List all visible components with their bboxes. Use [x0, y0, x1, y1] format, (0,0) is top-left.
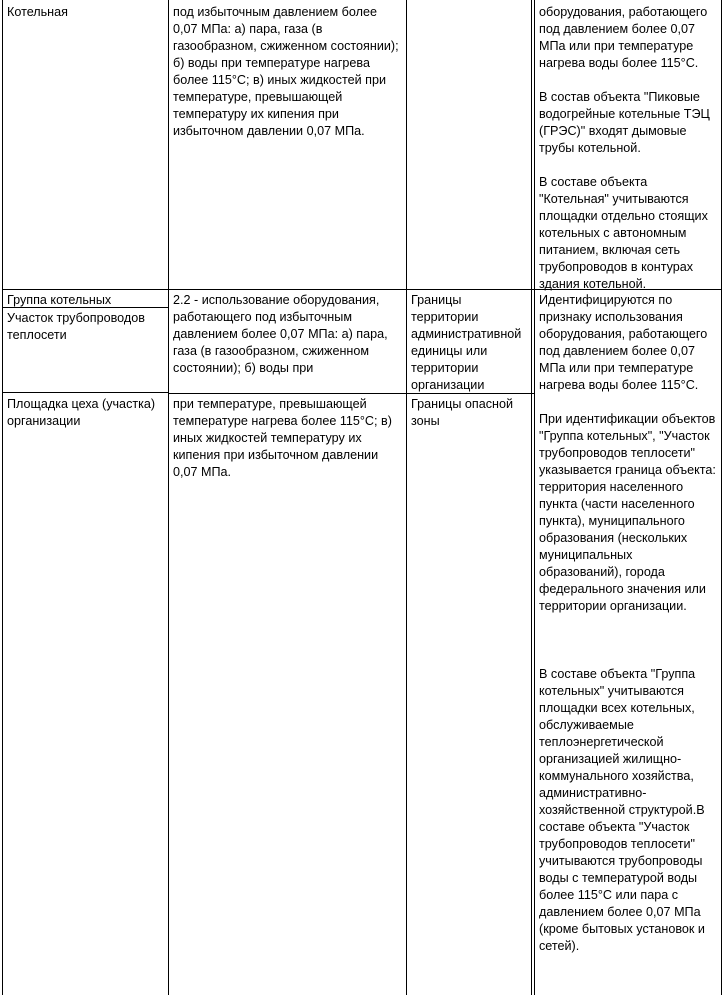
boundary-text: Границы территории административной единицы или территории организации — [411, 293, 522, 392]
cell-criteria-group-top — [168, 291, 406, 377]
cell-criteria-group-bottom — [168, 395, 406, 481]
cell-object-ploshchadka-tseha — [2, 395, 168, 430]
note-paragraph: Идентифицируются по признаку использования оборудования, работающего под давлением более 0,07 МПа или при температуре нагрева воды более 115°С. — [539, 293, 708, 392]
column-divider-1 — [168, 0, 169, 995]
table-border-left — [2, 0, 3, 995]
note-paragraph: оборудования, работающего под давлением более 0,07 МПа или при температуре нагрева воды более 115°С. — [539, 5, 708, 70]
cell-notes-kotelnaya — [534, 3, 721, 293]
cell-object-gruppa-kotelnyh — [2, 291, 168, 309]
note-spacer — [539, 632, 716, 649]
note-paragraph: В состав объекта "Пиковые водогрейные котельные ТЭЦ (ГРЭС)" входят дымовые трубы котельной. — [539, 90, 710, 155]
cell-object-uchastok-truboprovodov — [2, 309, 168, 344]
row-divider-col1-b — [2, 392, 169, 393]
table-border-right — [721, 0, 722, 995]
object-name: Площадка цеха (участка) организации — [7, 397, 156, 428]
cell-notes-group — [534, 291, 721, 955]
criteria-text: при температуре, превышающей температуре нагрева более 115°С; в) иных жидкостей температуру их кипения при избыточном давлении 0,07 МПа. — [173, 397, 392, 479]
cell-object-kotelnaya — [2, 3, 168, 21]
object-name: Группа котельных — [7, 293, 112, 307]
object-name: Участок трубопроводов теплосети — [7, 311, 145, 342]
object-name: Котельная — [7, 5, 68, 19]
criteria-text: 2.2 - использование оборудования, работающего под избыточным давлением более 0,07 МПа: а) пара, газа (в газообразном, сжиженном состоянии); б) воды при — [173, 293, 388, 375]
column-divider-2 — [406, 0, 407, 995]
column-divider-3 — [531, 0, 532, 995]
boundary-text: Границы опасной зоны — [411, 397, 513, 428]
note-paragraph: При идентификации объектов "Группа котельных", "Участок трубопроводов теплосети" указывается граница объекта: территория населенного пункта (части населенного пункта), муниципального образования (нескольких муниципальных образований), города федерального значения или территории организации. — [539, 412, 716, 613]
note-paragraph: В составе объекта "Группа котельных" учитываются площадки всех котельных, обслуживаемые теплоэнергетической организацией жилищно-коммунального хозяйства, административно-хозяйственной структурой.В составе объекта "Участок трубопроводов теплосети" учитываются трубопроводы воды с температурой воды более 115°С или пара с давлением более 0,07 МПа (кроме бытовых установок и сетей). — [539, 667, 705, 953]
criteria-text: под избыточным давлением более 0,07 МПа: а) пара, газа (в газообразном, сжиженном состоянии); б) воды при температуре нагрева более 115°С; в) иных жидкостей при температуре, превышающей температуру их кипения при избыточном давлении 0,07 МПа. — [173, 5, 399, 138]
row-divider-col2 — [168, 393, 407, 394]
cell-boundary-bottom — [406, 395, 531, 430]
note-paragraph: В составе объекта "Котельная" учитываются площадки отдельно стоящих котельных с автономным питанием, включая сеть трубопроводов в контурах здания котельной. — [539, 175, 708, 291]
cell-criteria-kotelnaya — [168, 3, 406, 140]
cell-boundary-top — [406, 291, 531, 394]
